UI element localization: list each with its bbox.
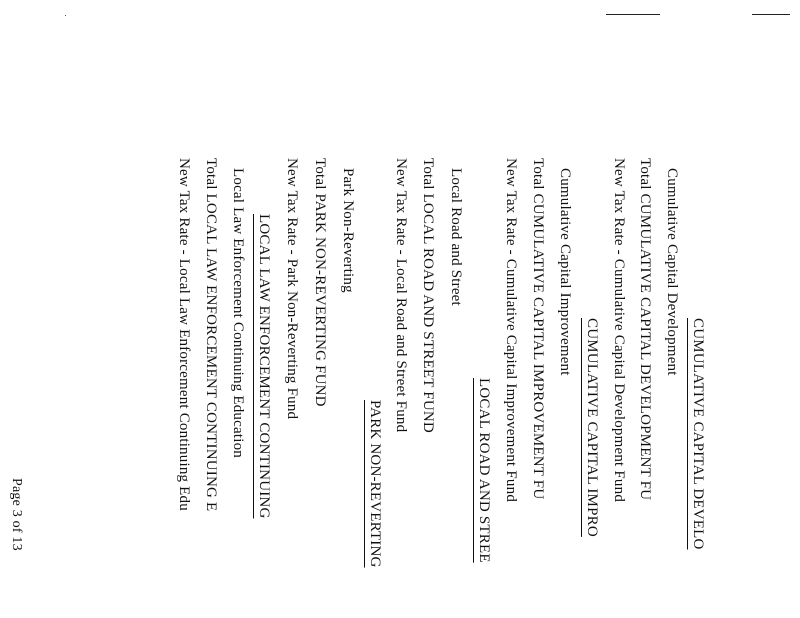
line-park-non-reverting: Park Non-Reverting: [340, 168, 356, 293]
line-cumulative-capital-development: Cumulative Capital Development: [664, 168, 680, 376]
line-tax-rate-park-non-reverting: New Tax Rate - Park Non-Reverting Fund: [284, 158, 300, 420]
line-total-local-road-and-street: Total LOCAL ROAD AND STREET FUND: [420, 158, 436, 433]
line-local-law-enforcement: Local Law Enforcement Continuing Education: [230, 168, 246, 458]
section-heading-cumulative-capital-development: CUMULATIVE CAPITAL DEVELO: [690, 318, 706, 550]
scan-speck: [65, 15, 66, 16]
section-heading-park-non-reverting: PARK NON-REVERTING: [367, 400, 383, 568]
header-rule-2: [752, 14, 790, 15]
section-heading-local-law-enforcement: LOCAL LAW ENFORCEMENT CONTINUING: [256, 214, 272, 519]
page-footer: Page 3 of 13: [9, 478, 24, 551]
section-heading-cumulative-capital-improvement: CUMULATIVE CAPITAL IMPRO: [584, 318, 600, 537]
section-heading-local-road-and-street: LOCAL ROAD AND STREE: [476, 378, 492, 563]
line-tax-rate-cumulative-capital-development: New Tax Rate - Cumulative Capital Development Fund: [611, 158, 627, 503]
line-total-cumulative-capital-improvement: Total CUMULATIVE CAPITAL IMPROVEMENT FU: [530, 158, 546, 500]
line-tax-rate-local-law-enforcement: New Tax Rate - Local Law Enforcement Continuing Edu: [176, 158, 192, 511]
line-total-cumulative-capital-development: Total CUMULATIVE CAPITAL DEVELOPMENT FU: [637, 158, 653, 501]
line-total-park-non-reverting: Total PARK NON-REVERTING FUND: [312, 158, 328, 407]
line-cumulative-capital-improvement: Cumulative Capital Improvement: [557, 168, 573, 376]
line-tax-rate-local-road-and-street: New Tax Rate - Local Road and Street Fund: [393, 158, 409, 433]
line-tax-rate-cumulative-capital-improvement: New Tax Rate - Cumulative Capital Improvement Fund: [503, 158, 519, 503]
line-total-local-law-enforcement: Total LOCAL LAW ENFORCEMENT CONTINUING E: [203, 158, 219, 512]
header-rule-1: [606, 14, 660, 15]
line-local-road-and-street: Local Road and Street: [448, 168, 464, 306]
